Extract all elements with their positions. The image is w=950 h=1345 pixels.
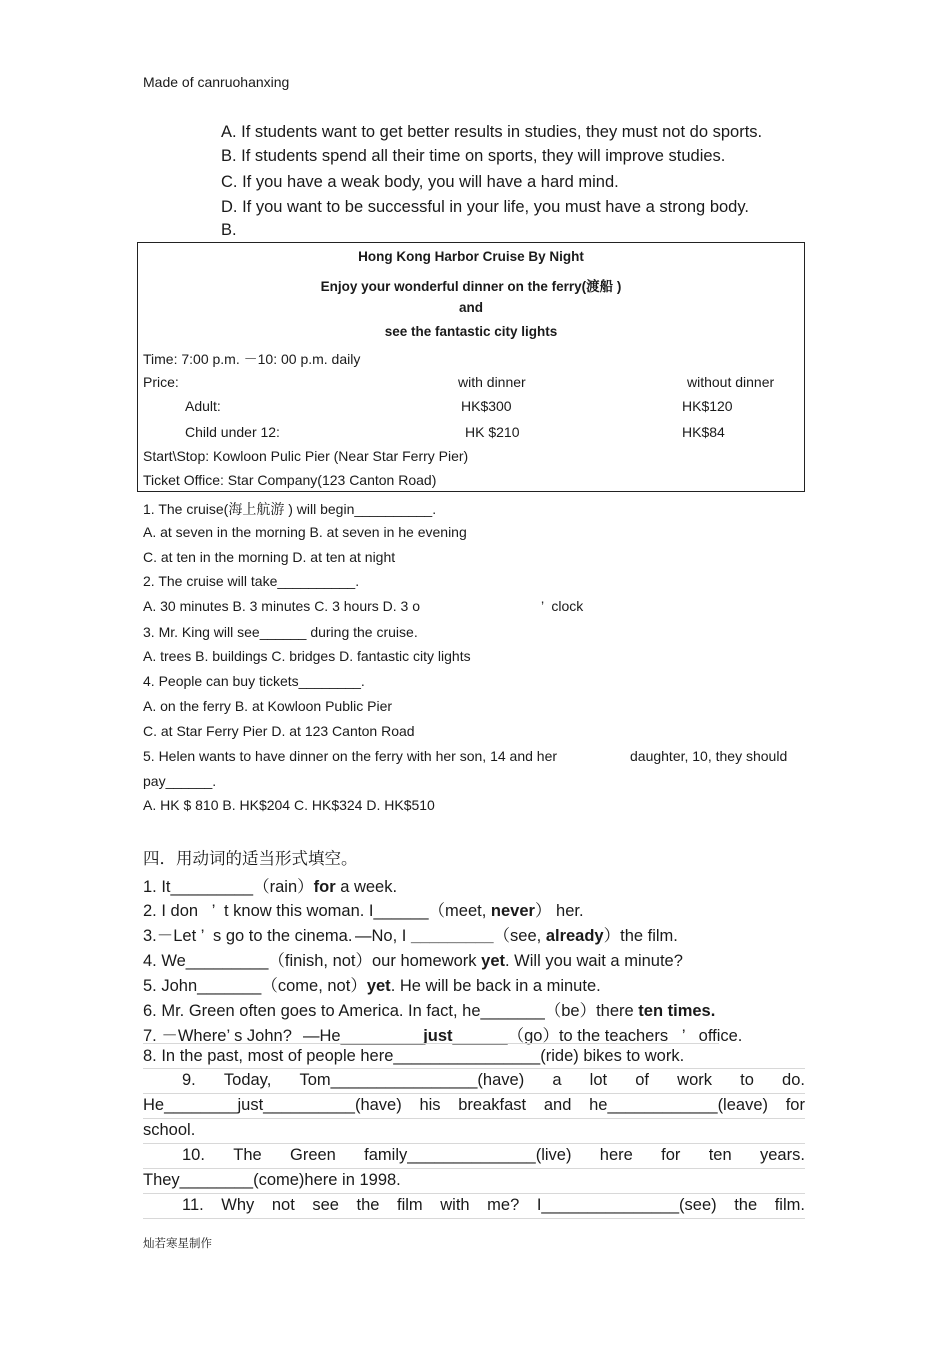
question-4: 4. People can buy tickets________.: [143, 673, 365, 689]
ad-child-with: HK $210: [465, 424, 520, 440]
ad-tagline: see the fantastic city lights: [384, 324, 558, 339]
item-9-line-1: 9. Today, Tom________________(have) a lot of work to do.: [182, 1071, 805, 1089]
section-4-heading: 四．用动词的适当形式填空。: [143, 850, 358, 868]
divider: [143, 1193, 805, 1194]
ad-title: Hong Kong Harbor Cruise By Night: [358, 249, 584, 264]
ad-adult-with: HK$300: [461, 398, 512, 414]
ad-subtitle: Enjoy your wonderful dinner on the ferry(渡船 ): [320, 279, 622, 294]
ad-col-with-dinner: with dinner: [458, 374, 526, 390]
item-10-line-2: They________(come)here in 1998.: [143, 1171, 401, 1189]
option-d: D. If you want to be successful in your life, you must have a strong body.: [221, 198, 749, 216]
item-3-answer: —No, I _________（see, already）the film.: [355, 927, 678, 945]
item-7: 7. －Where’ s John?: [143, 1027, 292, 1045]
question-3: 3. Mr. King will see______ during the cruise.: [143, 624, 418, 640]
question-5: 5. Helen wants to have dinner on the ferry with her son, 14 and her: [143, 748, 558, 764]
item-1: 1. It_________（rain）for a week.: [143, 878, 398, 896]
divider: [143, 1043, 719, 1044]
page-footer: 灿若寒星制作: [143, 1238, 212, 1250]
option-c: C. If you have a weak body, you will have a hard mind.: [221, 173, 619, 191]
question-4-options-cd: C. at Star Ferry Pier D. at 123 Canton Road: [143, 723, 415, 739]
divider: [143, 1068, 805, 1069]
item-8: 8. In the past, most of people here________________(ride) bikes to work.: [143, 1047, 685, 1065]
page-header: Made of canruohanxing: [143, 74, 290, 90]
question-1-options-ab: A. at seven in the morning B. at seven in he evening: [143, 524, 467, 540]
item-6: 6. Mr. Green often goes to America. In fact, he_______（be）there ten times.: [143, 1002, 716, 1020]
item-4: 4. We_________（finish, not）our homework yet. Will you wait a minute?: [143, 952, 683, 970]
question-2: 2. The cruise will take__________.: [143, 573, 360, 589]
question-1-options-cd: C. at ten in the morning D. at ten at night: [143, 549, 396, 565]
item-9-line-2: He________just__________(have) his breakfast and he____________(leave) for: [143, 1096, 805, 1114]
item-10-line-1: 10. The Green family______________(live) here for ten years.: [182, 1146, 805, 1164]
question-5-pay: pay______.: [143, 773, 217, 789]
item-3: 3.－Let ’ s go to the cinema.: [143, 927, 353, 945]
question-1: 1. The cruise(海上航游 ) will begin__________.: [143, 501, 437, 517]
question-4-options-ab: A. on the ferry B. at Kowloon Public Pier: [143, 698, 393, 714]
divider: [143, 1218, 805, 1219]
divider: [143, 1143, 805, 1144]
item-2: 2. I don ’ t know this woman. I______（meet, never） her.: [143, 902, 584, 920]
ad-child-label: Child under 12:: [185, 424, 280, 440]
ad-start-stop: Start\Stop: Kowloon Pulic Pier (Near Star Ferry Pier): [143, 448, 469, 464]
ad-adult-label: Adult:: [185, 398, 221, 414]
ad-adult-without: HK$120: [682, 398, 733, 414]
ad-child-without: HK$84: [682, 424, 725, 440]
question-2-clock: ’ clock: [541, 598, 584, 614]
ad-and: and: [458, 300, 483, 315]
ad-price-label: Price:: [143, 374, 179, 390]
question-3-options: A. trees B. buildings C. bridges D. fantastic city lights: [143, 648, 471, 664]
ad-time: Time: 7:00 p.m. －10: 00 p.m. daily: [143, 351, 361, 367]
divider: [143, 1093, 805, 1094]
ad-col-without-dinner: without dinner: [687, 374, 775, 390]
divider: [143, 1118, 805, 1119]
option-b: B. If students spend all their time on sports, they will improve studies.: [221, 147, 726, 165]
divider: [143, 1168, 805, 1169]
section-label-b: B.: [221, 221, 237, 239]
question-2-options: A. 30 minutes B. 3 minutes C. 3 hours D. 3 o: [143, 598, 421, 614]
ad-ticket-office: Ticket Office: Star Company(123 Canton Road): [143, 472, 437, 488]
item-9-line-3: school.: [143, 1121, 196, 1139]
question-5-options: A. HK $ 810 B. HK$204 C. HK$324 D. HK$510: [143, 797, 435, 813]
item-5: 5. John_______（come, not）yet. He will be back in a minute.: [143, 977, 601, 995]
option-a: A. If students want to get better results in studies, they must not do sports.: [221, 123, 763, 141]
question-5-tail: daughter, 10, they should: [630, 748, 788, 764]
item-7-answer: —He_________just______（go）to the teachers ’ office.: [303, 1027, 743, 1045]
item-11-line-1: 11. Why not see the film with me? I_______________(see) the film.: [182, 1196, 805, 1214]
